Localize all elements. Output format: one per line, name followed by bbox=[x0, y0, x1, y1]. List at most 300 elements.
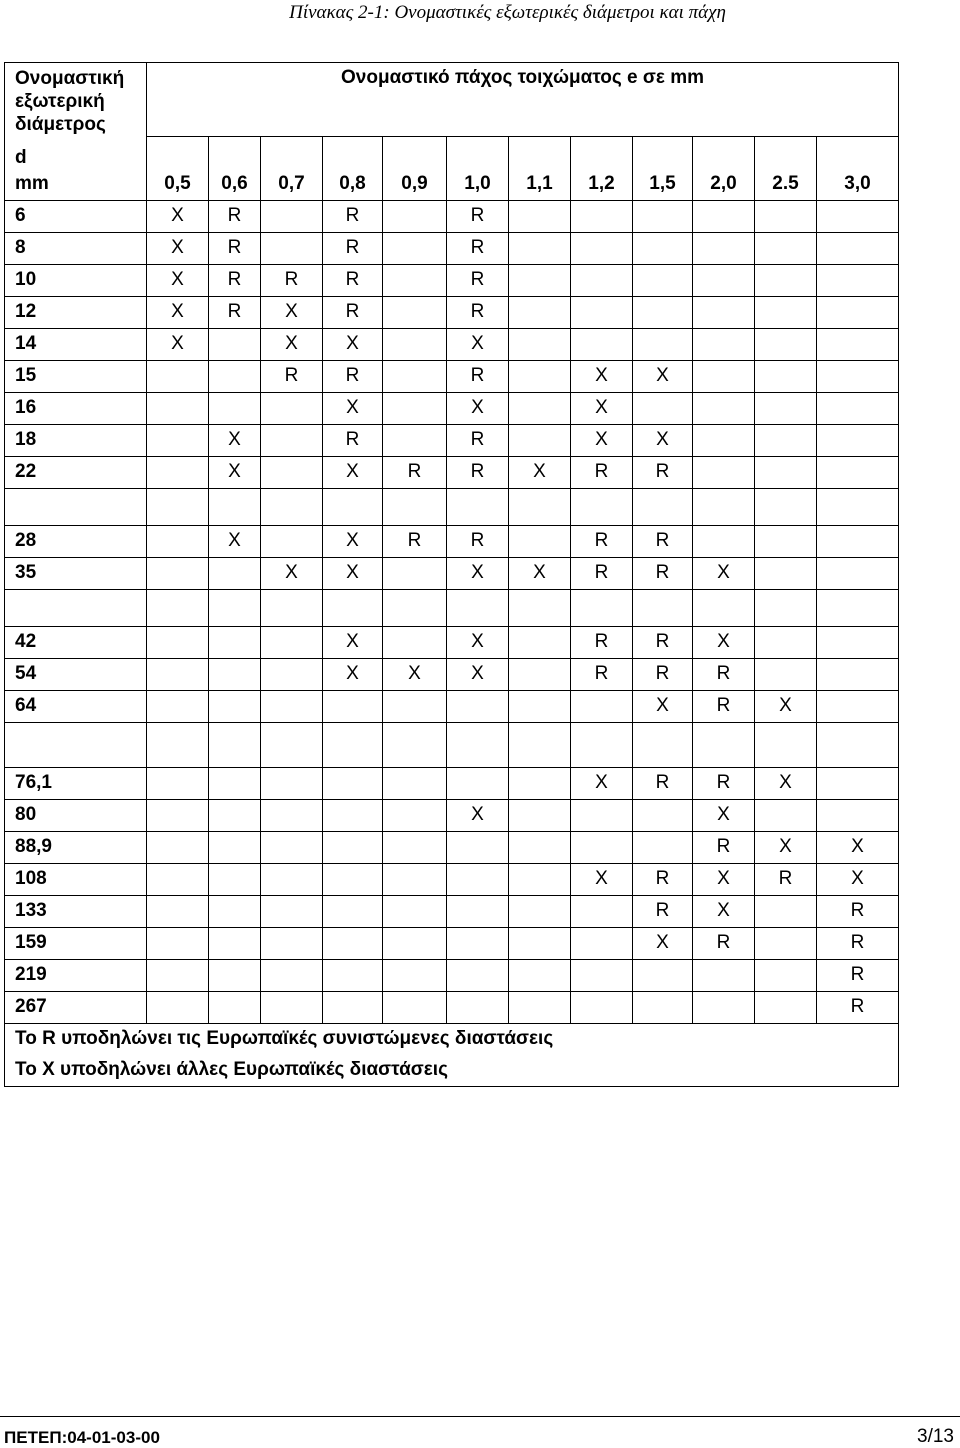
thickness-mark-cell bbox=[147, 863, 209, 895]
thickness-mark-cell bbox=[693, 424, 755, 456]
thickness-mark-cell bbox=[383, 863, 447, 895]
thickness-header-cell: 3,0 bbox=[817, 169, 899, 201]
thickness-mark-cell bbox=[261, 626, 323, 658]
thickness-mark-cell: R bbox=[817, 895, 899, 927]
table-row bbox=[5, 360, 899, 392]
thickness-mark-cell: R bbox=[633, 767, 693, 799]
thickness-header-cell: 1,0 bbox=[447, 169, 509, 201]
thickness-mark-cell bbox=[509, 799, 571, 831]
thickness-mark-cell bbox=[209, 392, 261, 424]
thickness-mark-cell bbox=[693, 200, 755, 232]
thickness-mark-cell: X bbox=[571, 767, 633, 799]
thickness-mark-cell bbox=[571, 959, 633, 991]
thickness-mark-cell: X bbox=[147, 200, 209, 232]
thickness-mark-cell: X bbox=[383, 658, 447, 690]
thickness-mark-cell: X bbox=[261, 328, 323, 360]
thickness-mark-cell bbox=[261, 799, 323, 831]
thickness-mark-cell: R bbox=[817, 991, 899, 1023]
thickness-mark-cell bbox=[383, 690, 447, 722]
thickness-mark-cell bbox=[693, 959, 755, 991]
thickness-mark-cell bbox=[209, 927, 261, 959]
thickness-mark-cell bbox=[383, 296, 447, 328]
table-row bbox=[5, 328, 899, 360]
thickness-mark-cell bbox=[755, 392, 817, 424]
thickness-mark-cell bbox=[261, 690, 323, 722]
thickness-mark-cell bbox=[509, 863, 571, 895]
thickness-mark-cell bbox=[383, 895, 447, 927]
diameter-cell: 267 bbox=[5, 991, 147, 1023]
diameter-cell: 14 bbox=[5, 328, 147, 360]
thickness-header-cell: 0,6 bbox=[209, 169, 261, 201]
thickness-mark-cell bbox=[633, 264, 693, 296]
thickness-mark-cell bbox=[509, 959, 571, 991]
thickness-mark-cell bbox=[261, 831, 323, 863]
diameter-cell bbox=[5, 589, 147, 626]
thickness-mark-cell: R bbox=[447, 424, 509, 456]
table-row bbox=[5, 959, 899, 991]
thickness-mark-cell bbox=[261, 927, 323, 959]
thickness-mark-cell: X bbox=[633, 927, 693, 959]
thickness-mark-cell: R bbox=[693, 927, 755, 959]
thickness-mark-cell bbox=[261, 658, 323, 690]
thickness-mark-cell: R bbox=[323, 296, 383, 328]
thickness-mark-cell bbox=[261, 424, 323, 456]
thickness-mark-cell bbox=[447, 927, 509, 959]
thickness-mark-cell bbox=[261, 895, 323, 927]
diameter-cell: 15 bbox=[5, 360, 147, 392]
table-row bbox=[5, 991, 899, 1023]
thickness-mark-cell bbox=[817, 264, 899, 296]
diameter-cell: 10 bbox=[5, 264, 147, 296]
thickness-mark-cell: R bbox=[633, 658, 693, 690]
thickness-mark-cell bbox=[147, 589, 209, 626]
thickness-mark-cell bbox=[323, 831, 383, 863]
thickness-mark-cell bbox=[755, 488, 817, 525]
thickness-mark-cell bbox=[509, 392, 571, 424]
header-d-label: d bbox=[5, 136, 147, 169]
thickness-mark-cell: X bbox=[209, 424, 261, 456]
table-row bbox=[5, 557, 899, 589]
thickness-header-cell: 0,5 bbox=[147, 169, 209, 201]
thickness-mark-cell bbox=[147, 626, 209, 658]
thickness-mark-cell bbox=[755, 991, 817, 1023]
thickness-mark-cell: R bbox=[633, 525, 693, 557]
thickness-mark-cell: X bbox=[447, 328, 509, 360]
thickness-mark-cell bbox=[693, 488, 755, 525]
thickness-mark-cell bbox=[261, 589, 323, 626]
thickness-mark-cell bbox=[817, 557, 899, 589]
thickness-mark-cell: R bbox=[323, 360, 383, 392]
thickness-mark-cell bbox=[693, 360, 755, 392]
footer-doc-code: ΠΕΤΕΠ:04-01-03-00 bbox=[4, 1428, 160, 1447]
thickness-mark-cell bbox=[693, 296, 755, 328]
thickness-mark-cell: X bbox=[755, 831, 817, 863]
thickness-mark-cell: X bbox=[571, 424, 633, 456]
thickness-mark-cell: R bbox=[447, 456, 509, 488]
thickness-mark-cell bbox=[693, 392, 755, 424]
thickness-mark-cell bbox=[509, 690, 571, 722]
thickness-mark-cell bbox=[817, 690, 899, 722]
thickness-mark-cell: X bbox=[447, 626, 509, 658]
thickness-mark-cell bbox=[755, 658, 817, 690]
thickness-mark-cell bbox=[693, 328, 755, 360]
diameter-cell: 16 bbox=[5, 392, 147, 424]
thickness-mark-cell: X bbox=[693, 557, 755, 589]
thickness-mark-cell bbox=[447, 767, 509, 799]
table-row bbox=[5, 927, 899, 959]
thickness-mark-cell bbox=[509, 232, 571, 264]
thickness-mark-cell bbox=[633, 722, 693, 767]
thickness-mark-cell: X bbox=[571, 863, 633, 895]
thickness-mark-cell bbox=[571, 589, 633, 626]
thickness-mark-cell: R bbox=[209, 232, 261, 264]
thickness-mark-cell: R bbox=[817, 959, 899, 991]
thickness-mark-cell: R bbox=[209, 200, 261, 232]
thickness-mark-cell bbox=[817, 589, 899, 626]
table-row bbox=[5, 626, 899, 658]
diameter-cell: 88,9 bbox=[5, 831, 147, 863]
thickness-mark-cell: X bbox=[147, 264, 209, 296]
thickness-mark-cell: X bbox=[817, 863, 899, 895]
thickness-mark-cell bbox=[633, 589, 693, 626]
thickness-mark-cell bbox=[755, 722, 817, 767]
note-row bbox=[5, 1023, 899, 1055]
thickness-mark-cell bbox=[571, 927, 633, 959]
table-row bbox=[5, 831, 899, 863]
thickness-mark-cell bbox=[755, 296, 817, 328]
thickness-mark-cell bbox=[209, 991, 261, 1023]
thickness-mark-cell bbox=[817, 799, 899, 831]
thickness-mark-cell bbox=[817, 360, 899, 392]
thickness-mark-cell bbox=[755, 456, 817, 488]
thickness-mark-cell bbox=[633, 488, 693, 525]
thickness-mark-cell: R bbox=[571, 525, 633, 557]
thickness-mark-cell bbox=[147, 767, 209, 799]
thickness-mark-cell bbox=[209, 895, 261, 927]
thickness-mark-cell bbox=[323, 991, 383, 1023]
thickness-mark-cell bbox=[147, 991, 209, 1023]
diameter-cell: 64 bbox=[5, 690, 147, 722]
thickness-mark-cell bbox=[323, 767, 383, 799]
diameter-cell: 8 bbox=[5, 232, 147, 264]
thickness-mark-cell: R bbox=[693, 767, 755, 799]
thickness-mark-cell bbox=[383, 328, 447, 360]
thickness-mark-cell bbox=[209, 831, 261, 863]
thickness-mark-cell bbox=[209, 722, 261, 767]
thickness-mark-cell bbox=[447, 589, 509, 626]
thickness-mark-cell: X bbox=[447, 557, 509, 589]
diameter-cell: 6 bbox=[5, 200, 147, 232]
thickness-mark-cell bbox=[209, 360, 261, 392]
thickness-mark-cell bbox=[633, 232, 693, 264]
table-row bbox=[5, 863, 899, 895]
thickness-mark-cell bbox=[383, 232, 447, 264]
thickness-mark-cell bbox=[693, 232, 755, 264]
thickness-mark-cell: X bbox=[447, 392, 509, 424]
thickness-mark-cell bbox=[509, 927, 571, 959]
thickness-mark-cell: R bbox=[209, 296, 261, 328]
thickness-mark-cell bbox=[147, 557, 209, 589]
thickness-mark-cell bbox=[261, 200, 323, 232]
thickness-mark-cell bbox=[261, 767, 323, 799]
thickness-mark-cell: X bbox=[147, 328, 209, 360]
table-row bbox=[5, 690, 899, 722]
thickness-mark-cell bbox=[571, 328, 633, 360]
thickness-mark-cell bbox=[383, 991, 447, 1023]
header-thickness-title: Ονομαστικό πάχος τοιχώματος e σε mm bbox=[147, 63, 899, 137]
thickness-mark-cell bbox=[261, 722, 323, 767]
legend-note: Το R υποδηλώνει τις Ευρωπαϊκές συνιστώμενες διαστάσεις bbox=[5, 1023, 899, 1055]
thickness-mark-cell: R bbox=[323, 200, 383, 232]
thickness-mark-cell: R bbox=[571, 658, 633, 690]
thickness-mark-cell: X bbox=[755, 767, 817, 799]
diameter-cell: 108 bbox=[5, 863, 147, 895]
thickness-mark-cell bbox=[323, 927, 383, 959]
thickness-mark-cell bbox=[147, 722, 209, 767]
thickness-mark-cell: R bbox=[633, 456, 693, 488]
thickness-mark-cell bbox=[817, 658, 899, 690]
thickness-mark-cell: R bbox=[323, 264, 383, 296]
footer-page-number: 3/13 bbox=[917, 1426, 954, 1447]
thickness-mark-cell bbox=[817, 488, 899, 525]
thickness-mark-cell bbox=[383, 424, 447, 456]
thickness-mark-cell bbox=[693, 722, 755, 767]
thickness-mark-cell: X bbox=[261, 557, 323, 589]
thickness-mark-cell bbox=[509, 991, 571, 1023]
thickness-mark-cell: X bbox=[693, 799, 755, 831]
thickness-mark-cell bbox=[693, 525, 755, 557]
thickness-mark-cell bbox=[571, 895, 633, 927]
thickness-mark-cell bbox=[571, 264, 633, 296]
thickness-mark-cell bbox=[755, 232, 817, 264]
thickness-mark-cell: X bbox=[633, 690, 693, 722]
thickness-mark-cell bbox=[571, 232, 633, 264]
diameter-cell: 28 bbox=[5, 525, 147, 557]
thickness-mark-cell: X bbox=[571, 360, 633, 392]
thickness-mark-cell bbox=[261, 456, 323, 488]
thickness-mark-cell bbox=[509, 767, 571, 799]
diameter-thickness-table bbox=[4, 62, 899, 1087]
thickness-mark-cell bbox=[509, 360, 571, 392]
thickness-mark-cell bbox=[209, 658, 261, 690]
diameter-cell: 22 bbox=[5, 456, 147, 488]
thickness-mark-cell: R bbox=[571, 557, 633, 589]
thickness-header-cell: 1,2 bbox=[571, 169, 633, 201]
thickness-mark-cell bbox=[755, 895, 817, 927]
thickness-mark-cell bbox=[817, 328, 899, 360]
thickness-mark-cell bbox=[147, 927, 209, 959]
thickness-mark-cell bbox=[147, 488, 209, 525]
thickness-mark-cell bbox=[261, 392, 323, 424]
table-row bbox=[5, 264, 899, 296]
thickness-mark-cell bbox=[383, 959, 447, 991]
thickness-mark-cell: X bbox=[633, 424, 693, 456]
thickness-mark-cell bbox=[693, 991, 755, 1023]
thickness-mark-cell bbox=[383, 626, 447, 658]
thickness-mark-cell bbox=[571, 991, 633, 1023]
thickness-mark-cell bbox=[817, 525, 899, 557]
thickness-mark-cell bbox=[147, 959, 209, 991]
thickness-mark-cell bbox=[447, 895, 509, 927]
thickness-mark-cell bbox=[383, 488, 447, 525]
thickness-mark-cell bbox=[383, 557, 447, 589]
table-row bbox=[5, 392, 899, 424]
thickness-mark-cell bbox=[755, 264, 817, 296]
thickness-mark-cell bbox=[261, 863, 323, 895]
thickness-header-cell: 0,9 bbox=[383, 169, 447, 201]
thickness-mark-cell: R bbox=[261, 360, 323, 392]
thickness-mark-cell bbox=[755, 927, 817, 959]
thickness-mark-cell bbox=[147, 799, 209, 831]
thickness-mark-cell bbox=[209, 690, 261, 722]
note-row bbox=[5, 1055, 899, 1087]
thickness-mark-cell bbox=[383, 831, 447, 863]
thickness-mark-cell: R bbox=[633, 863, 693, 895]
thickness-mark-cell: R bbox=[447, 525, 509, 557]
thickness-mark-cell bbox=[509, 424, 571, 456]
thickness-mark-cell: R bbox=[571, 626, 633, 658]
thickness-header-cell: 2,0 bbox=[693, 169, 755, 201]
thickness-mark-cell bbox=[261, 991, 323, 1023]
thickness-mark-cell bbox=[509, 895, 571, 927]
thickness-mark-cell bbox=[817, 722, 899, 767]
thickness-mark-cell bbox=[633, 328, 693, 360]
thickness-mark-cell bbox=[147, 456, 209, 488]
thickness-mark-cell bbox=[509, 722, 571, 767]
thickness-mark-cell bbox=[509, 626, 571, 658]
header-mm-label: mm bbox=[5, 169, 147, 201]
thickness-mark-cell bbox=[693, 589, 755, 626]
thickness-mark-cell: X bbox=[693, 626, 755, 658]
thickness-mark-cell bbox=[147, 690, 209, 722]
thickness-header-cell: 0,8 bbox=[323, 169, 383, 201]
thickness-mark-cell bbox=[147, 895, 209, 927]
thickness-mark-cell bbox=[755, 360, 817, 392]
thickness-mark-cell bbox=[323, 488, 383, 525]
diameter-cell: 159 bbox=[5, 927, 147, 959]
thickness-mark-cell bbox=[447, 722, 509, 767]
thickness-mark-cell bbox=[755, 525, 817, 557]
thickness-mark-cell: X bbox=[323, 328, 383, 360]
thickness-mark-cell: X bbox=[147, 232, 209, 264]
thickness-mark-cell bbox=[209, 488, 261, 525]
thickness-mark-cell: X bbox=[817, 831, 899, 863]
thickness-mark-cell: X bbox=[571, 392, 633, 424]
thickness-mark-cell bbox=[817, 200, 899, 232]
diameter-cell: 219 bbox=[5, 959, 147, 991]
thickness-mark-cell: R bbox=[817, 927, 899, 959]
table-row bbox=[5, 525, 899, 557]
thickness-mark-cell: X bbox=[755, 690, 817, 722]
thickness-mark-cell bbox=[633, 799, 693, 831]
thickness-mark-cell bbox=[817, 626, 899, 658]
thickness-mark-cell bbox=[209, 557, 261, 589]
thickness-mark-cell bbox=[209, 767, 261, 799]
thickness-mark-cell bbox=[447, 488, 509, 525]
thickness-mark-cell bbox=[383, 767, 447, 799]
thickness-mark-cell: X bbox=[209, 525, 261, 557]
thickness-mark-cell bbox=[509, 488, 571, 525]
header-diameter-label: Ονομαστική εξωτερική διάμετρος bbox=[5, 63, 147, 137]
table-row bbox=[5, 424, 899, 456]
thickness-mark-cell: X bbox=[323, 456, 383, 488]
thickness-mark-cell: R bbox=[755, 863, 817, 895]
thickness-mark-cell bbox=[147, 360, 209, 392]
thickness-mark-cell: R bbox=[571, 456, 633, 488]
thickness-mark-cell bbox=[633, 831, 693, 863]
thickness-mark-cell bbox=[509, 200, 571, 232]
diameter-cell bbox=[5, 488, 147, 525]
table-row bbox=[5, 589, 899, 626]
thickness-mark-cell: X bbox=[323, 557, 383, 589]
table-row bbox=[5, 296, 899, 328]
table-row bbox=[5, 658, 899, 690]
thickness-mark-cell bbox=[147, 831, 209, 863]
thickness-mark-cell bbox=[323, 895, 383, 927]
thickness-mark-cell bbox=[323, 959, 383, 991]
thickness-mark-cell bbox=[633, 392, 693, 424]
thickness-mark-cell bbox=[261, 232, 323, 264]
table-row bbox=[5, 232, 899, 264]
thickness-mark-cell bbox=[755, 557, 817, 589]
thickness-mark-cell bbox=[571, 722, 633, 767]
thickness-mark-cell: R bbox=[323, 424, 383, 456]
thickness-mark-cell bbox=[447, 991, 509, 1023]
thickness-header-cell: 1,5 bbox=[633, 169, 693, 201]
diameter-cell: 80 bbox=[5, 799, 147, 831]
thickness-mark-cell bbox=[383, 589, 447, 626]
thickness-mark-cell bbox=[209, 959, 261, 991]
diameter-cell: 54 bbox=[5, 658, 147, 690]
thickness-mark-cell bbox=[261, 525, 323, 557]
thickness-header-cell: 0,7 bbox=[261, 169, 323, 201]
thickness-mark-cell: X bbox=[509, 557, 571, 589]
thickness-mark-cell bbox=[383, 200, 447, 232]
thickness-mark-cell: R bbox=[633, 895, 693, 927]
table-caption: Πίνακας 2-1: Ονομαστικές εξωτερικές διάμετροι και πάχη bbox=[289, 2, 726, 23]
thickness-mark-cell: X bbox=[147, 296, 209, 328]
table-row bbox=[5, 488, 899, 525]
thickness-mark-cell bbox=[817, 296, 899, 328]
thickness-mark-cell bbox=[817, 767, 899, 799]
table-row bbox=[5, 895, 899, 927]
thickness-mark-cell: X bbox=[633, 360, 693, 392]
thickness-mark-cell bbox=[147, 392, 209, 424]
diameter-cell: 18 bbox=[5, 424, 147, 456]
diameter-cell: 76,1 bbox=[5, 767, 147, 799]
thickness-mark-cell bbox=[509, 328, 571, 360]
table-row bbox=[5, 456, 899, 488]
thickness-mark-cell bbox=[261, 959, 323, 991]
thickness-mark-cell bbox=[147, 525, 209, 557]
thickness-mark-cell: R bbox=[323, 232, 383, 264]
thickness-mark-cell bbox=[817, 424, 899, 456]
thickness-mark-cell bbox=[571, 690, 633, 722]
thickness-mark-cell bbox=[383, 264, 447, 296]
thickness-mark-cell bbox=[323, 722, 383, 767]
thickness-mark-cell bbox=[147, 658, 209, 690]
thickness-mark-cell: R bbox=[447, 232, 509, 264]
thickness-mark-cell bbox=[633, 959, 693, 991]
thickness-mark-cell: X bbox=[323, 525, 383, 557]
thickness-mark-cell bbox=[509, 525, 571, 557]
thickness-mark-cell bbox=[447, 690, 509, 722]
table-row bbox=[5, 767, 899, 799]
thickness-mark-cell: X bbox=[447, 799, 509, 831]
thickness-mark-cell bbox=[383, 722, 447, 767]
thickness-mark-cell: R bbox=[693, 831, 755, 863]
thickness-mark-cell bbox=[633, 991, 693, 1023]
